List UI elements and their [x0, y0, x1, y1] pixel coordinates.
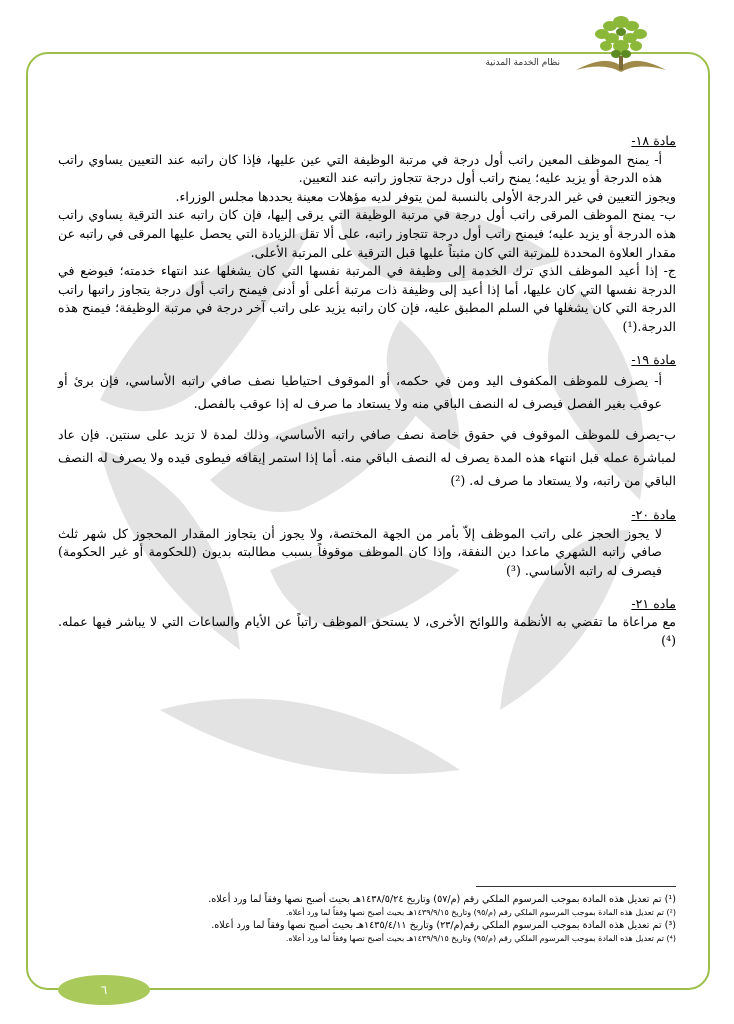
- footnotes: [58, 893, 676, 945]
- paragraph: ج- إذا أعيد الموظف الذي ترك الخدمة إلى وظيفة في المرتبة نفسها التي كان يشغلها عند انتهاء خدمته؛ فيوضع في الدرجة نفسها التي كان عليها، أما إذا أعيد إلى وظيفة ذات مرتبة أعلى أو أدنى فيمنح راتب أول درجة يتجاوز راتبها راتب الدرجة التي كان يشغلها في السلم المطبق عليه، فإن كان راتبه يزيد على راتب آخر درجة في مرتبة الوظيفة؛ فيمنح هذه الدرجة.(¹): [58, 263, 676, 334]
- paragraph: ب-يصرف للموظف الموقوف في حقوق خاصة نصف صافي راتبه الأساسي، وذلك لمدة لا تزيد على سنتين. فإن عاد لمباشرة عمله قبل انتهاء هذه المدة يصرف له النصف الباقي منه. أما إذا استمر إيقافه فيطوى قيده ولا يصرف له النصف الباقي من راتبه، ولا يستعاد ما صرف له. (²): [58, 427, 676, 489]
- article-title: مادة ١٩-: [631, 351, 676, 367]
- article-title: مادة ١٨-: [631, 133, 676, 148]
- paragraph: ويجوز التعيين في غير الدرجة الأولى بالنسبة لمن يتوفر لديه مؤهلات معينة يحددها مجلس الوزراء.: [175, 188, 676, 204]
- article-20: [58, 506, 676, 580]
- paragraph: أ- يمنح الموظف المعين راتب أول درجة في مرتبة الوظيفة التي عين عليها، فإذا كان راتبه عند التعيين يساوي راتب هذه الدرجة أو يزيد عليه؛ يمنح راتب أول درجة تتجاوز راتبه عند التعيين.: [58, 151, 662, 186]
- article-18: [58, 132, 676, 337]
- header-title: نظام الخدمة المدنية: [485, 58, 560, 68]
- footnote-divider: [476, 886, 676, 887]
- footnote: (¹) تم تعديل هذه المادة بموجب المرسوم الملكي رقم (م/٥٧) وتاريخ ١٤٣٨/٥/٢٤هـ بحيث أصبح نصها وفقاً لما ورد أعلاه.: [208, 894, 676, 905]
- paragraph: مع مراعاة ما تقضي به الأنظمة واللوائح الأخرى، لا يستحق الموظف راتباً عن الأيام والساعات التي لا يباشر فيها عمله. (⁴): [58, 614, 676, 648]
- article-title: ماده ٢١-: [631, 595, 676, 611]
- paragraph: ب- يمنح الموظف المرقى راتب أول درجة في مرتبة الوظيفة التي يرقى إليها، فإن كان راتبه عند الترقية يساوي راتب هذه الدرجة أو يزيد عليه؛ فيمنح راتب أول درجة تتجاوز راتبه، على ألا تقل الزيادة التي يحصل عليها المرقى في راتبه عن مقدار العلاوة المحددة للمرتبة التي كان مثبتاً عليها قبل الترقية على المرتبة الأعلى.: [58, 207, 676, 260]
- footnote: (⁴) تم تعديل هذه المادة بموجب المرسوم الملكي رقم (م/٩٥) وتاريخ ١٤٣٩/٩/١٥هـ بحيث أصبح نصها وفقاً لما ورد أعلاه.: [285, 934, 676, 943]
- logo-icon: [566, 10, 676, 84]
- article-21: [58, 595, 676, 651]
- footnote: (²) تم تعديل هذه المادة بموجب المرسوم الملكي رقم (م/٩٥) وتاريخ ١٤٣٩/٩/١٥هـ بحيث أصبح نصها وفقاً لما ورد أعلاه.: [285, 908, 676, 917]
- page-number-badge: [58, 975, 150, 1005]
- paragraph: لا يجوز الحجز على راتب الموظف إلاّ بأمر من الجهة المختصة، ولا يجوز أن يتجاوز المقدار المحجوز كل شهر ثلث صافي راتبه الشهري ماعدا دين النفقة، وإذا كان الموظف موقوفاً بسبب مطالبته بديون (للحكومة أو غير الحكومة) فيصرف له راتبه الأساسي. (³): [58, 525, 662, 578]
- article-title: مادة ٢٠-: [631, 507, 676, 523]
- document-body: [58, 132, 676, 650]
- article-19: [58, 351, 676, 493]
- footnote: (³) تم تعديل هذه المادة بموجب المرسوم الملكي رقم(م/٢٣) وتاريخ ١٤٣٥/٤/١١هـ بحيث أصبح نصها وفقاً لما ورد أعلاه.: [211, 920, 676, 931]
- paragraph: أ- يصرف للموظف المكفوف اليد ومن في حكمه، أو الموقوف احتياطيا نصف صافي راتبه الأساسي، فإن برئ أو عوقب بغير الفصل فيصرف له النصف الباقي منه ولا يستعاد ما صرف له إذا عوقب بالفصل.: [58, 373, 662, 412]
- page-number: ٦: [100, 983, 108, 997]
